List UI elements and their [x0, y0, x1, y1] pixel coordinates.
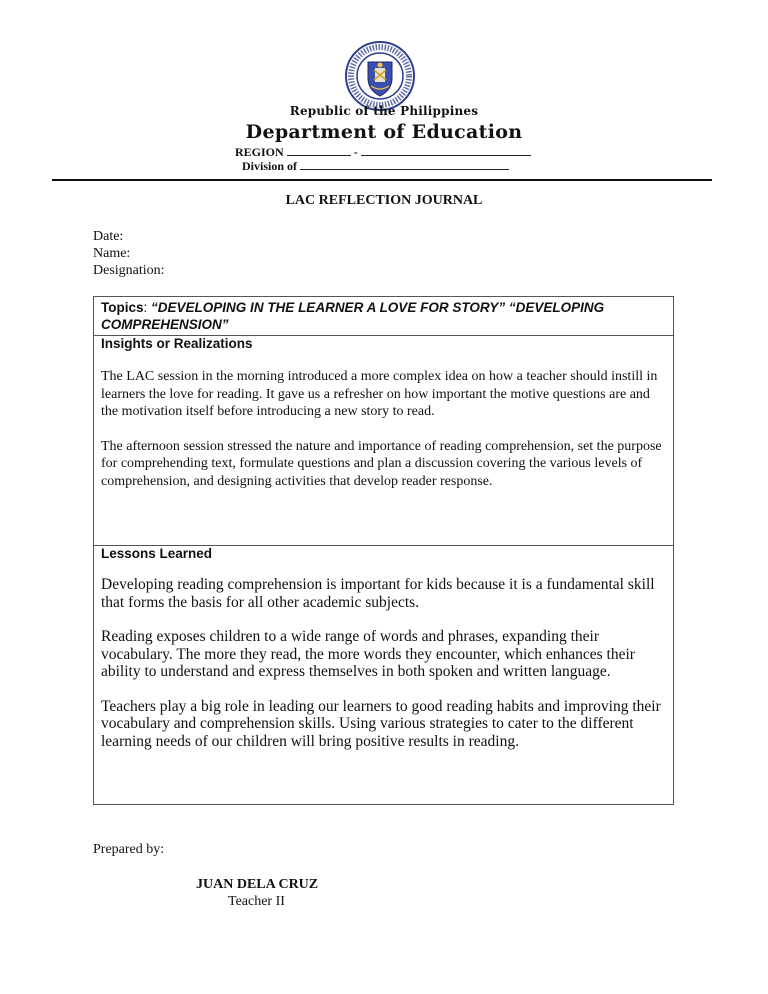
division-blank: [300, 159, 509, 170]
department-heading: Department of Education: [245, 121, 523, 143]
region-line: [235, 145, 531, 160]
prepared-by-label: Prepared by:: [93, 842, 165, 857]
date-label: Date:: [93, 229, 124, 244]
topics-label: Topics: [101, 300, 144, 315]
header-divider: [52, 179, 712, 181]
lessons-paragraph: Teachers play a big role in leading our learners to good reading habits and improving their vocabulary and comprehension skills. Using various strategies to cater to the different learning needs of our children will bring positive results in reading.: [101, 697, 661, 750]
meta-block: [93, 228, 165, 279]
republic-heading: Republic of the Philippines: [289, 104, 479, 118]
insights-paragraph: The afternoon session stressed the nature and importance of reading comprehension, set the purpose for comprehending text, formulate questions and plan a discussion covering the various levels of comprehension, and designing activities that develop reader response.: [101, 438, 662, 489]
signer-role: Teacher II: [228, 894, 285, 909]
region-label: REGION: [235, 145, 284, 159]
insights-section: [94, 335, 673, 545]
lessons-heading: Lessons Learned: [101, 546, 213, 561]
deped-seal-icon: [344, 40, 416, 112]
journal-table: [93, 296, 674, 805]
region-blank: [287, 145, 351, 156]
division-label: Division of: [242, 159, 298, 173]
region-dash: -: [353, 145, 358, 159]
lessons-paragraph: Developing reading comprehension is important for kids because it is a fundamental skill that forms the basis for all other academic subjects.: [101, 576, 655, 611]
name-label: Name:: [93, 246, 131, 261]
lessons-paragraph: Reading exposes children to a wide range of words and phrases, expanding their vocabulary. The more they read, the more words they encounter, which enhances their ability to understand and express themselves in both spoken and written language.: [101, 628, 635, 680]
signer-name: JUAN DELA CRUZ: [196, 877, 319, 892]
document-title: LAC REFLECTION JOURNAL: [285, 193, 483, 208]
region-name-blank: [361, 145, 531, 156]
lessons-section: [94, 545, 673, 805]
topics-row: [94, 297, 673, 335]
division-line: [242, 159, 509, 174]
topics-value: “DEVELOPING IN THE LEARNER A LOVE FOR STORY” “DEVELOPING COMPREHENSION”: [101, 300, 605, 332]
topics-colon: :: [143, 300, 148, 315]
designation-label: Designation:: [93, 263, 165, 278]
insights-heading: Insights or Realizations: [101, 336, 253, 351]
insights-paragraph: The LAC session in the morning introduced a more complex idea on how a teacher should instill in learners the love for reading. It gave us a refresher on how important the motive questions are and the motivation itself before introducing a new story to read.: [101, 369, 658, 419]
